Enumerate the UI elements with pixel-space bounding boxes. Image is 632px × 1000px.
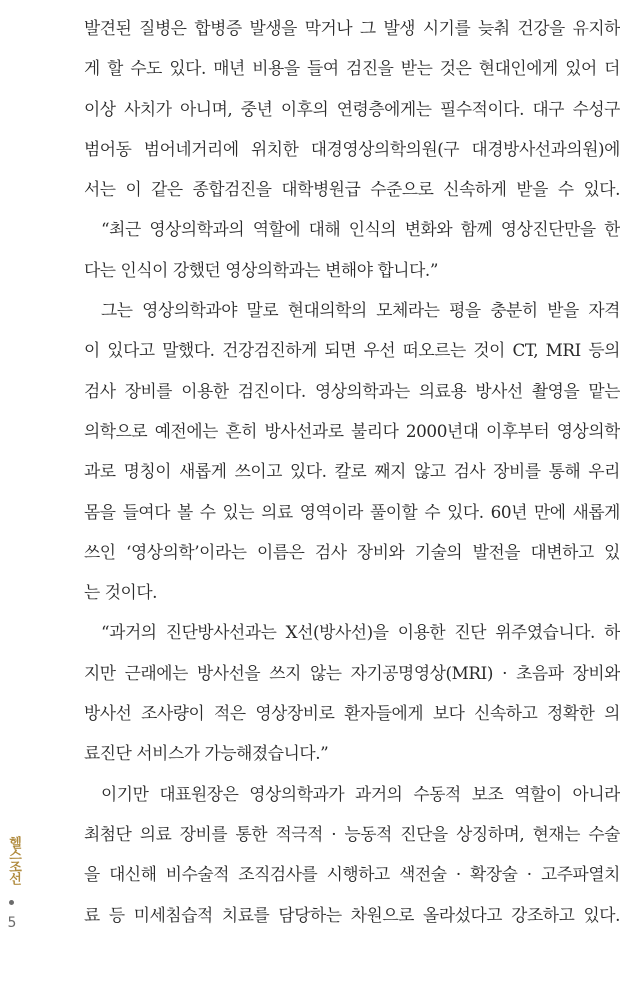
text-line: 이 있다고 말했다. 건강검진하게 되면 우선 떠오르는 것이 CT, MRI 등의	[84, 340, 620, 361]
page-number: 5	[7, 915, 17, 931]
text-line: 의학으로 예전에는 흔히 방사선과로 불리다 2000년대 이후부터 영상의학	[84, 420, 620, 441]
article-body	[84, 8, 620, 935]
text-line: 게 할 수도 있다. 매년 비용을 들여 검진을 받는 것은 현대인에게 있어 더	[84, 58, 620, 79]
text-line: 과로 명칭이 새롭게 쓰이고 있다. 칼로 째지 않고 검사 장비를 통해 우리	[84, 461, 620, 482]
text-line: 료 등 미세침습적 치료를 담당하는 차원으로 올라섰다고 강조하고 있다.	[84, 904, 620, 925]
text-line: “최근 영상의학과의 역할에 대해 인식의 변화와 함께 영상진단만을 한	[101, 219, 620, 240]
text-line: 발견된 질병은 합병증 발생을 막거나 그 발생 시기를 늦춰 건강을 유지하	[84, 18, 620, 38]
text-line: 지만 근래에는 방사선을 쓰지 않는 자기공명영상(MRI) · 초음파 장비와	[84, 662, 620, 683]
text-line: 몸을 들여다 볼 수 있는 의료 영역이라 풀이할 수 있다. 60년 만에 새롭게	[84, 501, 620, 522]
text-line: 최첨단 의료 장비를 통한 적극적 · 능동적 진단을 상징하며, 현재는 수술	[84, 823, 620, 844]
text-line: 쓰인 ‘영상의학’이라는 이름은 검사 장비와 기술의 발전을 대변하고 있	[84, 541, 620, 562]
text-line: 서는 이 같은 종합검진을 대학병원급 수준으로 신속하게 받을 수 있다.	[84, 179, 620, 200]
text-line: 그는 영상의학과야 말로 현대의학의 모체라는 평을 충분히 받을 자격	[101, 300, 620, 321]
text-line: 이상 사치가 아니며, 중년 이후의 연령층에게는 필수적이다. 대구 수성구	[84, 98, 620, 119]
section-label: 헬스조선	[6, 836, 21, 884]
bullet-dot-icon	[9, 900, 14, 905]
text-line: 을 대신해 비수술적 조직검사를 시행하고 색전술 · 확장술 · 고주파열치	[84, 864, 620, 885]
text-line: 는 것이다.	[84, 582, 158, 603]
text-line: 범어동 범어네거리에 위치한 대경영상의학의원(구 대경방사선과의원)에	[84, 138, 620, 159]
text-line: 료진단 서비스가 가능해졌습니다.”	[84, 743, 329, 764]
text-line: “과거의 진단방사선과는 X선(방사선)을 이용한 진단 위주였습니다. 하	[101, 622, 620, 643]
text-line: 방사선 조사량이 적은 영상장비로 환자들에게 보다 신속하고 정확한 의	[84, 703, 620, 724]
text-line: 다는 인식이 강했던 영상의학과는 변해야 합니다.”	[84, 259, 439, 280]
text-line: 검사 장비를 이용한 검진이다. 영상의학과는 의료용 방사선 촬영을 맡는	[84, 380, 620, 401]
text-line: 이기만 대표원장은 영상의학과가 과거의 수동적 보조 역할이 아니라	[101, 783, 620, 804]
